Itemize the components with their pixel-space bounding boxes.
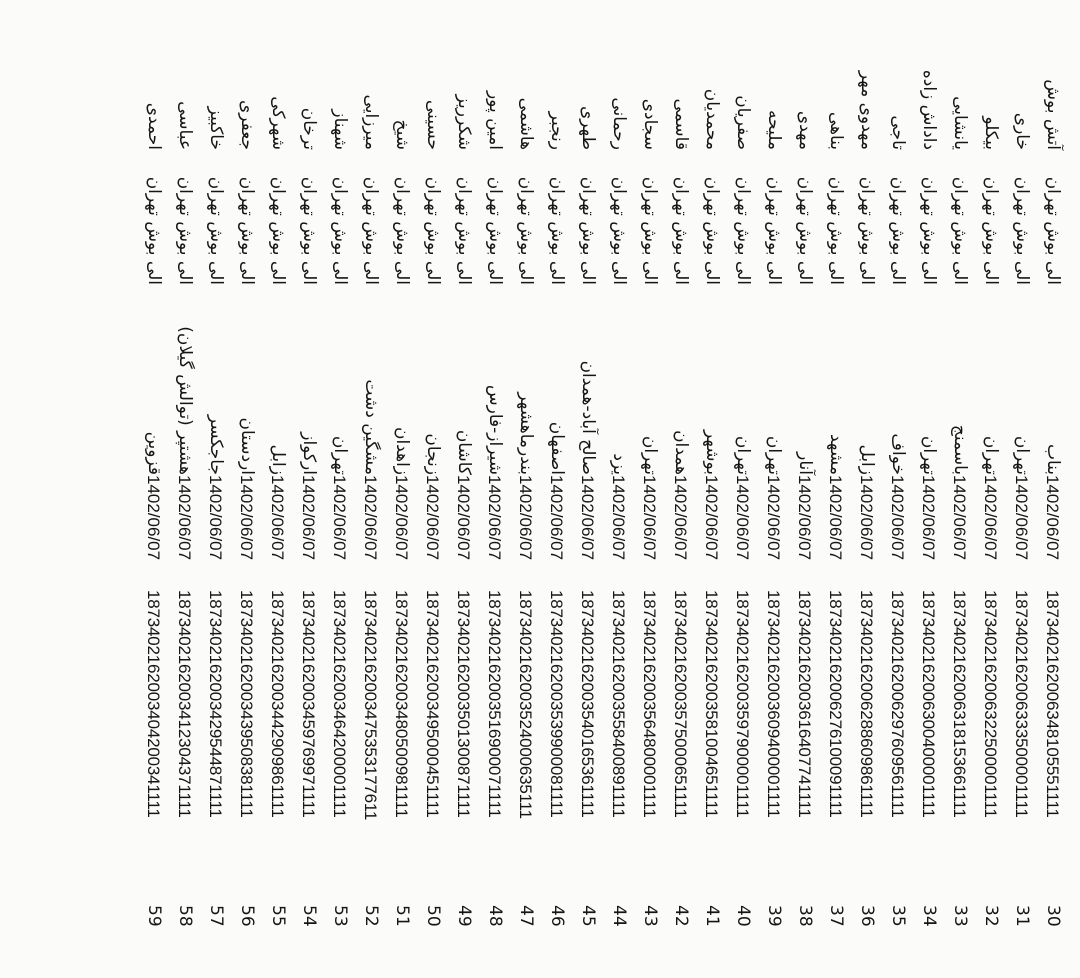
customer-name: رنجبر [547, 111, 567, 150]
city: اركواز [299, 432, 319, 475]
table-row [820, 0, 851, 978]
date: 1402/06/07 [175, 475, 194, 561]
customer-name: صفریان [733, 95, 753, 150]
agent: الی بوش تهران [950, 176, 970, 285]
row-number: 41 [702, 905, 722, 927]
city: زابل [268, 444, 288, 475]
row-number: 49 [454, 905, 474, 927]
table-row [262, 0, 293, 978]
customer-name: رحمانی [609, 97, 629, 150]
table-row [882, 0, 913, 978]
customer-name: خاری [1012, 112, 1032, 150]
table-row [510, 0, 541, 978]
date: 1402/06/07 [826, 475, 845, 561]
agent: الی بوش تهران [764, 176, 784, 285]
city: تهران [764, 435, 784, 475]
tracking-code: 1873402162003442909861111 [268, 590, 287, 818]
city: جاجکسر [206, 414, 226, 475]
date: 1402/06/07 [361, 475, 380, 561]
city: خواف [888, 433, 908, 475]
agent: الی بوش تهران [423, 176, 443, 285]
city: تهران [919, 435, 939, 475]
date: 1402/06/07 [764, 475, 783, 561]
table-row [1006, 0, 1037, 978]
customer-name: امین پور [485, 90, 505, 150]
tracking-code: 1873402162006322500001111 [981, 590, 1000, 818]
date: 1402/06/07 [423, 475, 442, 561]
tracking-code: 1873402162003558400891111 [609, 590, 628, 818]
table-row [851, 0, 882, 978]
date: 1402/06/07 [795, 475, 814, 561]
date: 1402/06/07 [516, 475, 535, 561]
agent: الی بوش تهران [733, 176, 753, 285]
agent: الی بوش تهران [826, 176, 846, 285]
city: صالح آباد-همدان [578, 360, 598, 475]
city: مشگین دشت [361, 379, 381, 475]
date: 1402/06/07 [733, 475, 752, 561]
tracking-code: 1873402162003439508381111 [237, 590, 256, 818]
customer-name: مهدی [795, 110, 815, 150]
customer-name: بناهی [826, 111, 846, 150]
row-number: 55 [268, 905, 288, 927]
city: یزد [609, 453, 629, 475]
table-row [448, 0, 479, 978]
agent: الی بوش تهران [919, 176, 939, 285]
table-row [975, 0, 1006, 978]
city: قزوین [144, 431, 164, 475]
date: 1402/06/07 [950, 475, 969, 561]
table-row [169, 0, 200, 978]
customer-name: مهدوی مهر [857, 70, 877, 150]
date: 1402/06/07 [702, 475, 721, 561]
date: 1402/06/07 [1012, 475, 1031, 561]
agent: الی بوش تهران [392, 176, 412, 285]
table-row [355, 0, 386, 978]
customer-name: شیخ [392, 119, 412, 150]
tracking-code: 1873402162006276100091111 [826, 590, 845, 818]
row-number: 44 [609, 905, 629, 927]
row-number: 48 [485, 905, 505, 927]
date: 1402/06/07 [392, 475, 411, 561]
tracking-code: 1873402162006300400001111 [919, 590, 938, 818]
date: 1402/06/07 [578, 475, 597, 561]
row-number: 32 [981, 905, 1001, 927]
date: 1402/06/07 [857, 475, 876, 561]
tracking-code: 1873402162003609400001111 [764, 590, 783, 818]
city: زنجان [423, 433, 443, 475]
customer-name: یانشایی [950, 96, 970, 150]
agent: الی بوش تهران [671, 176, 691, 285]
table-row [138, 0, 169, 978]
agent: الی بوش تهران [268, 176, 288, 285]
customer-name: احمدی [144, 102, 164, 150]
row-number: 35 [888, 905, 908, 927]
row-number: 43 [640, 905, 660, 927]
customer-name: شهرکی [268, 96, 288, 150]
row-number: 51 [392, 905, 412, 927]
row-number: 39 [764, 905, 784, 927]
tracking-code: 1873402162006333500001111 [1012, 590, 1031, 818]
table-row [727, 0, 758, 978]
agent: الی بوش تهران [1043, 176, 1063, 285]
table-row [324, 0, 355, 978]
agent: الی بوش تهران [175, 176, 195, 285]
row-number: 46 [547, 905, 567, 927]
city: همدان [671, 430, 691, 475]
date: 1402/06/07 [144, 475, 163, 561]
tracking-code: 1873402162003404200341111 [144, 590, 163, 818]
row-number: 40 [733, 905, 753, 927]
table-row [789, 0, 820, 978]
row-number: 52 [361, 905, 381, 927]
customer-name: تاجی [888, 115, 908, 150]
agent: الی بوش تهران [1012, 176, 1032, 285]
tracking-code: 1873402162003516900071111 [485, 590, 504, 818]
tracking-code: 1873402162003539900081111 [547, 590, 566, 818]
row-number: 58 [175, 905, 195, 927]
date: 1402/06/07 [454, 475, 473, 561]
row-number: 31 [1012, 905, 1032, 927]
date: 1402/06/07 [206, 475, 225, 561]
tracking-code: 1873402162003597900001111 [733, 590, 752, 818]
customer-name: سجادی [640, 98, 660, 150]
table-row [944, 0, 975, 978]
tracking-code: 1873402162003412304371111 [175, 590, 194, 818]
city: آنار [795, 452, 815, 475]
agent: الی بوش تهران [981, 176, 1001, 285]
table-row [913, 0, 944, 978]
table-row [541, 0, 572, 978]
table-row [293, 0, 324, 978]
row-number: 36 [857, 905, 877, 927]
row-number: 57 [206, 905, 226, 927]
table-row [696, 0, 727, 978]
row-number: 50 [423, 905, 443, 927]
agent: الی بوش تهران [547, 176, 567, 285]
city: شیراز-فارس [485, 384, 505, 475]
agent: الی بوش تهران [702, 176, 722, 285]
city: تهران [981, 435, 1001, 475]
city: هشتپر (توالش گیلان) [175, 326, 195, 475]
date: 1402/06/07 [547, 475, 566, 561]
tracking-code: 1873402162006288609861111 [857, 590, 876, 818]
row-number: 45 [578, 905, 598, 927]
row-number: 33 [950, 905, 970, 927]
row-number: 56 [237, 905, 257, 927]
agent: الی بوش تهران [857, 176, 877, 285]
agent: الی بوش تهران [206, 176, 226, 285]
agent: الی بوش تهران [609, 176, 629, 285]
agent: الی بوش تهران [144, 176, 164, 285]
table-row [479, 0, 510, 978]
city: تهران [640, 435, 660, 475]
customer-name: عباسی [175, 101, 195, 150]
date: 1402/06/07 [268, 475, 287, 561]
city: تهران [330, 435, 350, 475]
customer-name: مليحه [764, 110, 784, 150]
customer-name: ترخان [299, 107, 319, 150]
customer-name: حسینی [423, 99, 443, 150]
row-number: 54 [299, 905, 319, 927]
table-row [417, 0, 448, 978]
table-row [603, 0, 634, 978]
agent: الی بوش تهران [485, 176, 505, 285]
table-row [231, 0, 262, 978]
date: 1402/06/07 [485, 475, 504, 561]
tracking-code: 1873402162003459769971111 [299, 590, 318, 818]
tracking-code: 1873402162003540165361111 [578, 590, 597, 818]
customer-name: قاسمی [671, 98, 691, 150]
date: 1402/06/07 [237, 475, 256, 561]
tracking-code: 1873402162003575000651111 [671, 590, 690, 818]
city: تهران [1012, 435, 1032, 475]
customer-name: میرزایی [361, 94, 381, 150]
customer-name: جعفری [237, 100, 257, 150]
city: تهران [733, 435, 753, 475]
table-row [200, 0, 231, 978]
row-number: 30 [1043, 905, 1063, 927]
customer-name: شکرریز [454, 94, 474, 150]
date: 1402/06/07 [981, 475, 1000, 561]
tracking-code: 1873402162003464200001111 [330, 590, 349, 818]
row-number: 53 [330, 905, 350, 927]
tracking-code: 1873402162003495000451111 [423, 590, 442, 818]
city: اصفهان [547, 421, 567, 475]
customer-name: محمدیان [702, 88, 722, 150]
date: 1402/06/07 [919, 475, 938, 561]
city: باسمنج [950, 424, 970, 475]
customer-name: داداش زاده [919, 69, 939, 150]
agent: الی بوش تهران [888, 176, 908, 285]
tracking-code: 1873402162003524000635111 [516, 590, 535, 819]
table-row [1037, 0, 1068, 978]
row-number: 42 [671, 905, 691, 927]
tracking-code: 1873402162006348105551111 [1043, 590, 1062, 818]
row-number: 38 [795, 905, 815, 927]
tracking-code: 1873402162003429544871111 [206, 590, 225, 818]
agent: الی بوش تهران [640, 176, 660, 285]
agent: الی بوش تهران [330, 176, 350, 285]
customer-name: شهناز [330, 109, 350, 150]
row-number: 37 [826, 905, 846, 927]
date: 1402/06/07 [640, 475, 659, 561]
city: زاهدان [392, 426, 412, 475]
city: اردستان [237, 417, 257, 475]
agent: الی بوش تهران [795, 176, 815, 285]
customer-name: خاکبیز [206, 106, 226, 150]
date: 1402/06/07 [299, 475, 318, 561]
tracking-code: 1873402162003564800001111 [640, 590, 659, 818]
tracking-code: 1873402162003475353177611 [361, 590, 380, 821]
city: زابل [857, 444, 877, 475]
table-row [386, 0, 417, 978]
row-number: 34 [919, 905, 939, 927]
tracking-code: 1873402162003501300871111 [454, 590, 473, 818]
tracking-code: 1873402162006318153661111 [950, 590, 969, 818]
table-row [665, 0, 696, 978]
customer-name: بیکلو [981, 116, 1001, 150]
tracking-code: 1873402162003581004651111 [702, 590, 721, 818]
city: کاشان [454, 429, 474, 475]
agent: الی بوش تهران [299, 176, 319, 285]
date: 1402/06/07 [330, 475, 349, 561]
row-number: 47 [516, 905, 536, 927]
agent: الی بوش تهران [361, 176, 381, 285]
agent: الی بوش تهران [578, 176, 598, 285]
date: 1402/06/07 [888, 475, 907, 561]
agent: الی بوش تهران [237, 176, 257, 285]
city: مشهد [826, 433, 846, 475]
tracking-code: 1873402162003480500981111 [392, 590, 411, 818]
tracking-code: 1873402162006297609561111 [888, 590, 907, 818]
table-row [634, 0, 665, 978]
table-row [572, 0, 603, 978]
date: 1402/06/07 [671, 475, 690, 561]
city: بندرماهشهر [516, 392, 536, 475]
date: 1402/06/07 [1043, 475, 1062, 561]
date: 1402/06/07 [609, 475, 628, 561]
agent: الی بوش تهران [516, 176, 536, 285]
customer-name: هاشمی [516, 97, 536, 150]
row-number: 59 [144, 905, 164, 927]
city: بوشهر [702, 430, 722, 475]
agent: الی بوش تهران [454, 176, 474, 285]
table-row [758, 0, 789, 978]
tracking-code: 1873402162003616407741111 [795, 590, 814, 818]
city: بناب [1043, 443, 1063, 475]
customer-name: طهری [578, 105, 598, 150]
customer-name: آتش بوش [1043, 79, 1063, 150]
